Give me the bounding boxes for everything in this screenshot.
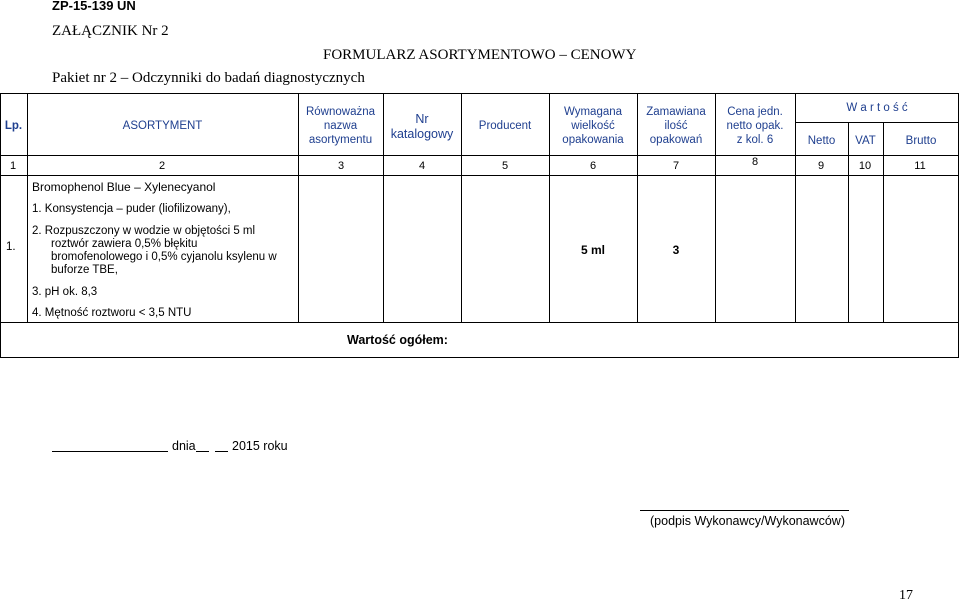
header-unit-price: [715, 105, 795, 147]
header-required-line1: Wymagana: [563, 106, 623, 118]
header-brutto: Brutto: [905, 135, 937, 147]
header-price-line1: Cena jedn.: [727, 106, 783, 118]
header-catalog-line2: katalogowy: [390, 127, 454, 141]
header-asortyment-text: ASORTYMENT: [122, 120, 203, 132]
spec-item: 2. Rozpuszczony w wodzie w objętości 5 ml: [32, 225, 256, 237]
product-name: Bromophenol Blue – Xylenecyanol: [32, 180, 216, 194]
date-place-line: [52, 451, 168, 452]
header-ordered-qty: [637, 105, 715, 147]
header-ordered-line1: Zamawiana: [646, 106, 706, 118]
header-required-line3: opakowania: [562, 134, 624, 146]
header-required-size: [549, 105, 637, 147]
date-day-label: dnia: [172, 439, 196, 453]
column-number: 11: [914, 160, 926, 172]
date-day-line: [196, 451, 209, 452]
column-number: 3: [337, 160, 345, 172]
header-lp: Lp.: [4, 120, 23, 132]
row-lp: 1.: [6, 241, 16, 253]
spec-item: 4. Mętność roztworu < 3,5 NTU: [32, 307, 192, 319]
spec-item: bromofenolowego i 0,5% cyjanolu ksylenu w: [51, 251, 277, 263]
column-number: 2: [158, 160, 166, 172]
header-value: W a r t o ś ć: [846, 102, 908, 114]
header-producer: Producent: [478, 120, 532, 132]
ordered-qty-value: 3: [672, 243, 680, 257]
total-label: Wartość ogółem:: [347, 333, 448, 347]
spec-item: 3. pH ok. 8,3: [32, 286, 98, 298]
header-equivalent-line1: Równoważna: [305, 106, 376, 118]
form-title: FORMULARZ ASORTYMENTOWO – CENOWY: [323, 47, 637, 63]
header-required-line2: wielkość: [571, 120, 615, 132]
header-netto: Netto: [807, 135, 836, 147]
header-equivalent-name: [298, 105, 383, 147]
column-number: 6: [589, 160, 597, 172]
column-number: 8: [751, 156, 759, 168]
header-asortyment: [27, 119, 298, 133]
package-title: Pakiet nr 2 – Odczynniki do badań diagnostycznych: [52, 70, 365, 86]
signature-line: [640, 510, 849, 511]
spec-item: buforze TBE,: [51, 264, 118, 276]
spec-item: roztwór zawiera 0,5% błękitu: [51, 238, 198, 250]
column-number: 10: [858, 160, 872, 172]
header-price-line3: z kol. 6: [736, 134, 774, 146]
page-number: 17: [899, 588, 913, 603]
column-number: 9: [817, 160, 825, 172]
header-catalog-number: [383, 112, 461, 142]
date-month-line: [215, 451, 228, 452]
column-number: 5: [501, 160, 509, 172]
header-vat: VAT: [855, 135, 876, 147]
header-ordered-line3: opakowań: [649, 134, 703, 146]
attachment-label: ZAŁĄCZNIK Nr 2: [52, 23, 169, 39]
spec-item: 1. Konsystencja – puder (liofilizowany),: [32, 203, 231, 215]
column-number: 4: [418, 160, 426, 172]
signature-label: (podpis Wykonawcy/Wykonawców): [650, 514, 845, 528]
header-price-line2: netto opak.: [726, 120, 784, 132]
document-code: ZP-15-139 UN: [52, 0, 136, 13]
required-size-value: 5 ml: [580, 243, 605, 257]
column-number: 7: [672, 160, 680, 172]
header-catalog-line1: Nr: [415, 112, 429, 126]
header-ordered-line2: ilość: [664, 120, 688, 132]
header-equivalent-line2: nazwa: [323, 120, 358, 132]
date-year-label: 2015 roku: [232, 439, 288, 453]
column-number: 1: [9, 160, 17, 172]
header-equivalent-line3: asortymentu: [308, 134, 373, 146]
